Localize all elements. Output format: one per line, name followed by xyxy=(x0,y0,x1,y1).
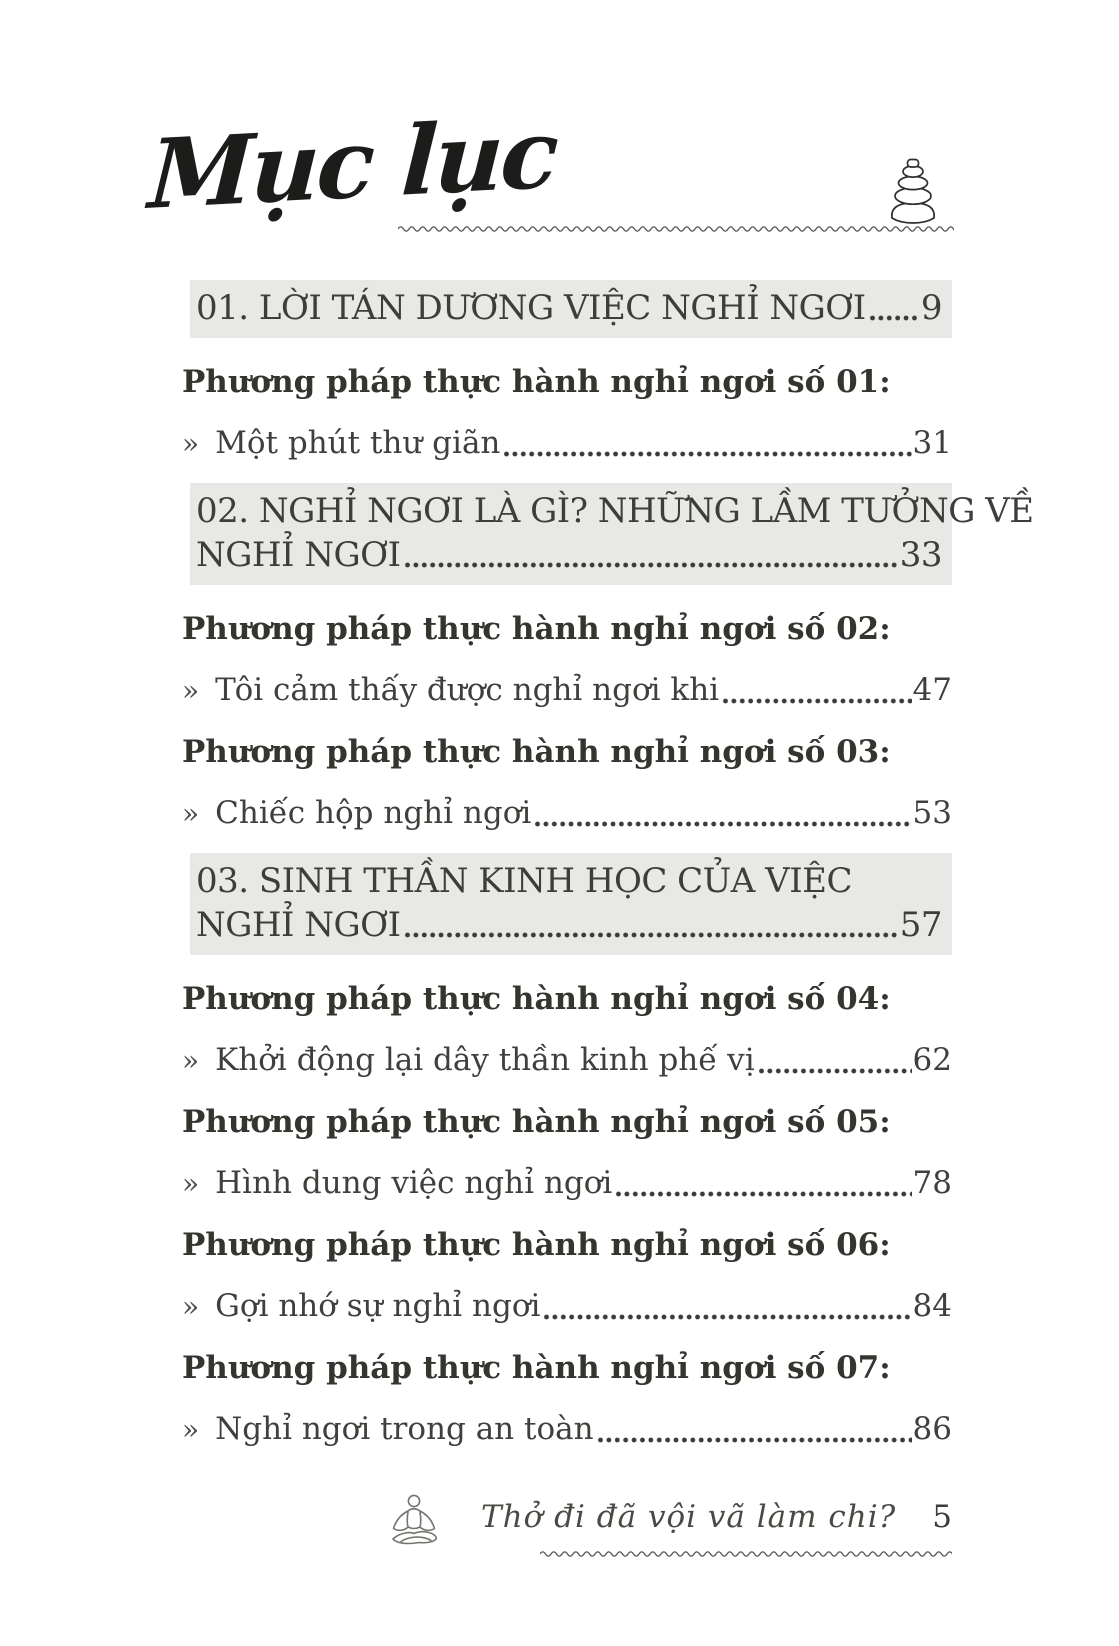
page-number: 53 xyxy=(912,795,952,831)
dotted-leader xyxy=(597,1435,912,1445)
chapter-title-text: NGHỈ NGƠI xyxy=(196,535,401,575)
dotted-leader xyxy=(534,819,911,829)
dotted-leader xyxy=(615,1189,911,1199)
sub-entry-marker: » xyxy=(182,1167,200,1200)
page-number: 33 xyxy=(899,535,942,575)
sub-entry-marker: » xyxy=(182,1044,200,1077)
method-heading: Phương pháp thực hành nghỉ ngơi số 06: xyxy=(182,1227,891,1263)
chapter-title-text: NGHỈ NGƠI xyxy=(196,905,401,945)
sub-entry-marker: » xyxy=(182,427,200,460)
method-heading: Phương pháp thực hành nghỉ ngơi số 03: xyxy=(182,734,891,770)
footer-row xyxy=(182,1486,952,1548)
method-heading: Phương pháp thực hành nghỉ ngơi số 07: xyxy=(182,1350,891,1386)
sub-entry xyxy=(182,668,952,713)
dotted-leader xyxy=(404,930,899,940)
sub-entry-marker: » xyxy=(182,797,200,830)
sub-entry-label: Nghỉ ngơi trong an toàn xyxy=(215,1411,594,1447)
sub-entry-marker: » xyxy=(182,1290,200,1323)
sub-entry-label: Một phút thư giãn xyxy=(215,425,501,461)
sub-entry xyxy=(182,1038,952,1083)
footer-tagline: Thở đi đã vội vã làm chi? xyxy=(481,1499,897,1535)
chapter-entry xyxy=(190,280,952,338)
chapter-title-text: 03. SINH THẦN KINH HỌC CỦA VIỆC xyxy=(196,861,852,901)
meditation-icon xyxy=(383,1492,445,1548)
page-number: 84 xyxy=(912,1288,952,1324)
dotted-leader xyxy=(503,449,911,459)
chapter-title-line xyxy=(196,533,942,577)
dotted-leader xyxy=(404,560,899,570)
dotted-leader xyxy=(869,313,920,323)
page-number: 62 xyxy=(912,1042,952,1078)
chapter-title-text: 01. LỜI TÁN DƯƠNG VIỆC NGHỈ NGƠI xyxy=(196,288,866,328)
method-heading: Phương pháp thực hành nghỉ ngơi số 05: xyxy=(182,1104,891,1140)
toc-header xyxy=(0,0,1119,280)
sub-entry xyxy=(182,1284,952,1329)
sub-entry-marker: » xyxy=(182,674,200,707)
sub-entry-label: Gợi nhớ sự nghỉ ngơi xyxy=(215,1288,541,1324)
page-number: 57 xyxy=(899,905,942,945)
sub-entry-marker: » xyxy=(182,1413,200,1446)
page-number: 47 xyxy=(912,672,952,708)
method-heading: Phương pháp thực hành nghỉ ngơi số 01: xyxy=(182,364,891,400)
method-heading: Phương pháp thực hành nghỉ ngơi số 02: xyxy=(182,611,891,647)
sub-entry-label: Hình dung việc nghỉ ngơi xyxy=(215,1165,613,1201)
chapter-title-line xyxy=(196,286,942,330)
sub-entry xyxy=(182,1161,952,1206)
page-title: Mục lục xyxy=(146,98,559,231)
sub-entry xyxy=(182,791,952,836)
wavy-divider xyxy=(398,223,954,235)
sub-entry xyxy=(182,1407,952,1452)
sub-entry-label: Khởi động lại dây thần kinh phế vị xyxy=(215,1042,755,1078)
chapter-title-line xyxy=(196,489,1034,533)
sub-entry-label: Chiếc hộp nghỉ ngơi xyxy=(215,795,532,831)
footer-page-number: 5 xyxy=(932,1499,952,1535)
chapter-title-line xyxy=(196,859,942,903)
chapter-title-line xyxy=(196,903,942,947)
stacked-stones-icon xyxy=(884,158,942,224)
dotted-leader xyxy=(722,696,911,706)
chapter-entry xyxy=(190,853,952,955)
sub-entry-label: Tôi cảm thấy được nghỉ ngơi khi xyxy=(215,672,720,708)
page-number: 9 xyxy=(920,288,942,328)
chapter-title-text: 02. NGHỈ NGƠI LÀ GÌ? NHỮNG LẦM TƯỞNG VỀ xyxy=(196,491,1034,531)
sub-entry xyxy=(182,421,952,466)
page-footer xyxy=(182,1486,952,1576)
toc-list xyxy=(182,280,1034,1469)
page-number: 31 xyxy=(912,425,952,461)
footer-wavy-line xyxy=(540,1548,952,1560)
chapter-entry xyxy=(190,483,1034,585)
page-number: 86 xyxy=(912,1411,952,1447)
dotted-leader xyxy=(543,1312,911,1322)
method-heading: Phương pháp thực hành nghỉ ngơi số 04: xyxy=(182,981,891,1017)
page-number: 78 xyxy=(912,1165,952,1201)
dotted-leader xyxy=(758,1066,912,1076)
